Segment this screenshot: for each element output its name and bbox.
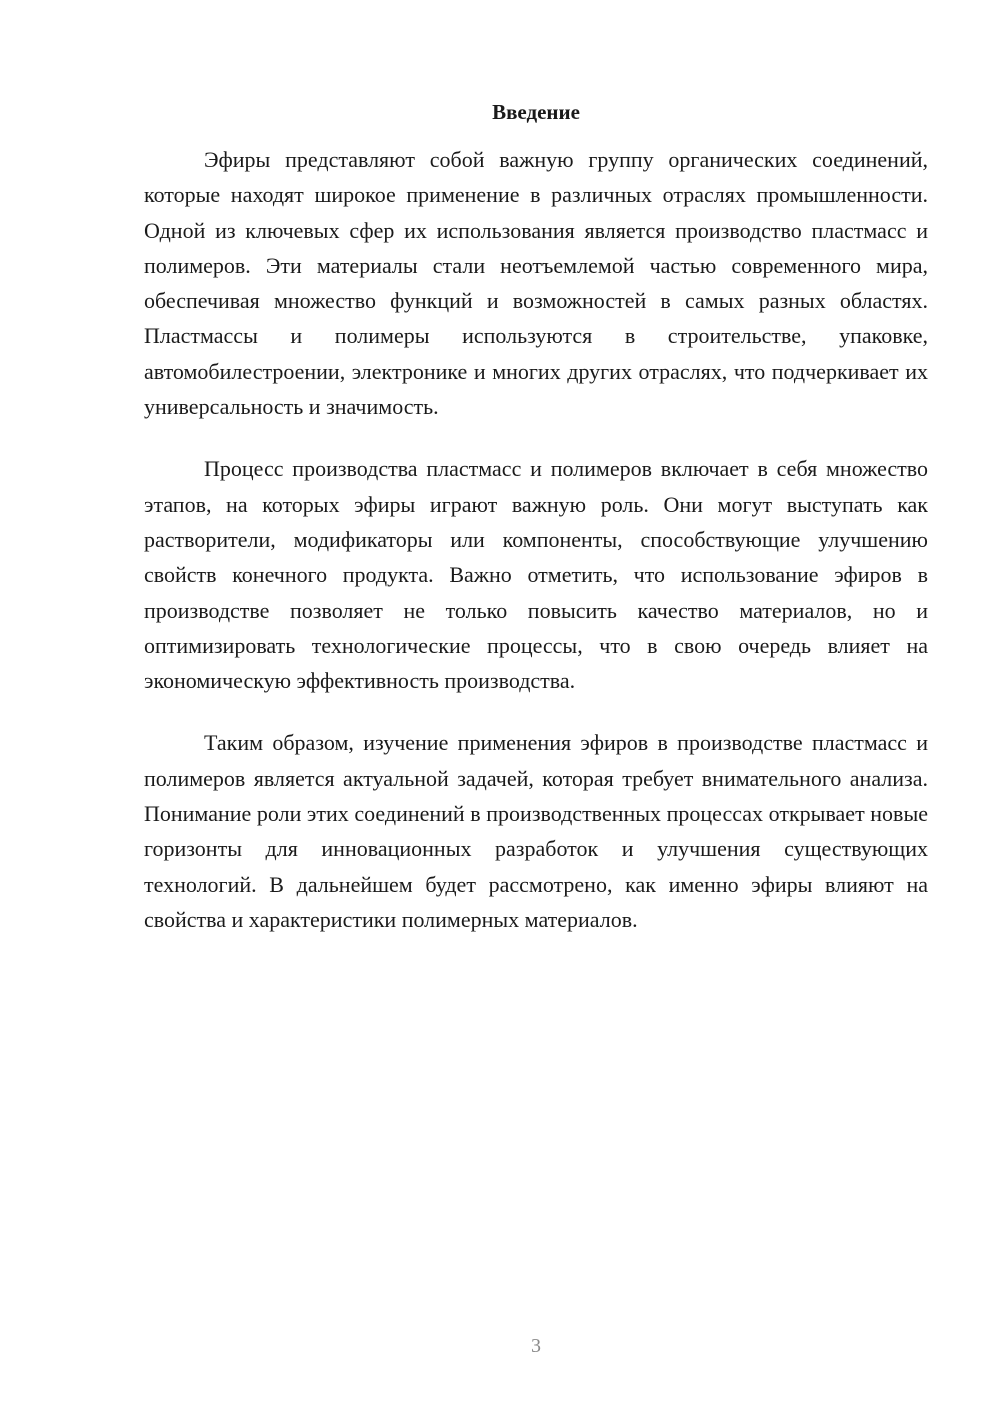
section-title: Введение [492, 100, 580, 124]
paragraph-3: Таким образом, изучение применения эфиров в производстве пластмасс и полимеров является актуальной задачей, которая требует внимательного анализа. Понимание роли этих соединений в производственных процессах открывает новые горизонты для инновационных разработок и улучшения существующих технологий. В дальнейшем будет рассмотрено, как именно эфиры влияют на свойства и характеристики полимерных материалов. [144, 730, 928, 932]
paragraph-2: Процесс производства пластмасс и полимеров включает в себя множество этапов, на которых эфиры играют важную роль. Они могут выступать как растворители, модификаторы или компоненты, способствующие улучшению свойств конечного продукта. Важно отметить, что использование эфиров в производстве позволяет не только повысить качество материалов, но и оптимизировать технологические процессы, что в свою очередь влияет на экономическую эффективность производства. [144, 456, 928, 694]
page-number: 3 [531, 1335, 541, 1357]
paragraph-1: Эфиры представляют собой важную группу органических соединений, которые находят широкое применение в различных отраслях промышленности. Одной из ключевых сфер их использования является производство пластмасс и полимеров. Эти материалы стали неотъемлемой частью современного мира, обеспечивая множество функций и возможностей в самых разных областях. Пластмассы и полимеры используются в строительстве, упаковке, автомобилестроении, электронике и многих других отраслях, что подчеркивает их универсальность и значимость. [144, 147, 928, 420]
document-body [144, 142, 928, 964]
